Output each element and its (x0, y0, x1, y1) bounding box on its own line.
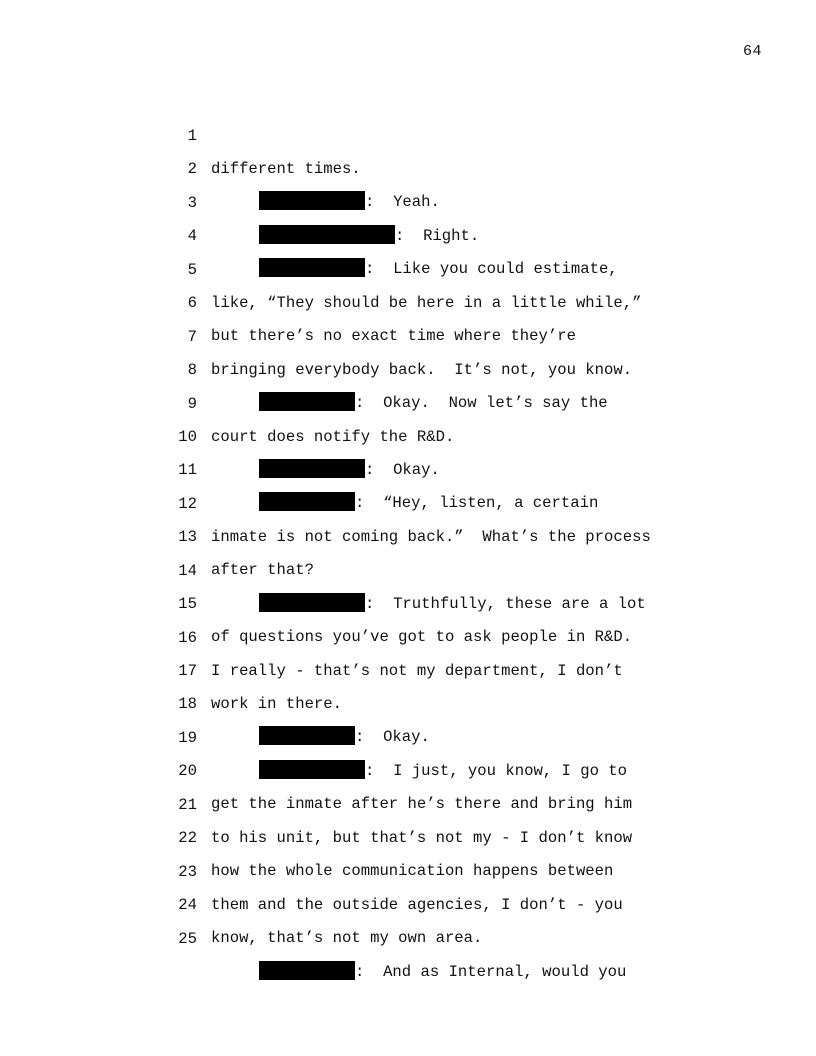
speech-text: : Like you could estimate, (365, 260, 618, 279)
line-number: 8 (187, 361, 197, 380)
line-number: 7 (187, 327, 197, 346)
speech-text: : Okay. Now let’s say the (355, 394, 608, 413)
line-number: 2 (187, 160, 197, 179)
redaction-bar (259, 961, 355, 980)
line-number: 24 (178, 896, 197, 915)
line-text: like, “They should be here in a little while,” (211, 293, 642, 312)
line-text: them and the outside agencies, I don’t - you (211, 895, 623, 914)
line-number: 22 (178, 829, 197, 848)
speech-text: : “Hey, listen, a certain (355, 494, 599, 513)
line-number: 19 (178, 728, 197, 747)
line-number: 13 (178, 528, 197, 547)
transcript-body (0, 87, 816, 981)
speech-text: : Okay. (355, 728, 430, 747)
line-text: different times. (211, 160, 361, 178)
speech-text: : Truthfully, these are a lot (365, 594, 646, 613)
line-number: 17 (178, 662, 197, 680)
line-number: 11 (178, 461, 197, 480)
line-text: of questions you’ve got to ask people in R&D. (211, 628, 633, 647)
line-number: 3 (187, 193, 197, 212)
line-text: court does notify the R&D. (211, 427, 455, 446)
speech-text: : I just, you know, I go to (365, 761, 628, 780)
line-number: 14 (178, 561, 197, 580)
line-number: 16 (178, 628, 197, 647)
line-number: 10 (178, 427, 197, 446)
transcript-line (0, 87, 816, 178)
page-number: 64 (742, 43, 762, 60)
line-text: to his unit, but that’s not my - I don’t know (211, 828, 633, 847)
line-text: work in there. (211, 695, 343, 713)
speech-text: : Okay. (365, 460, 440, 479)
line-number: 21 (178, 795, 197, 814)
line-number: 4 (187, 227, 197, 246)
line-number: 1 (187, 127, 197, 145)
line-content (259, 956, 626, 989)
line-number: 9 (187, 394, 197, 413)
line-number: 6 (187, 294, 197, 313)
line-number: 5 (187, 260, 197, 279)
speech-text: : And as Internal, would you (355, 962, 627, 981)
line-text: get the inmate after he’s there and bring him (211, 795, 633, 814)
line-text: I really - that’s not my department, I don’t (211, 661, 623, 680)
line-text: inmate is not coming back.” What’s the process (211, 527, 651, 546)
line-text: know, that’s not my own area. (211, 929, 483, 948)
line-number: 25 (178, 929, 197, 948)
line-text: after that? (211, 561, 314, 580)
line-number: 15 (178, 595, 197, 614)
line-text: but there’s no exact time where they’re (211, 327, 576, 346)
line-number: 12 (178, 494, 197, 513)
line-text: bringing everybody back. It’s not, you know. (211, 360, 633, 379)
speech-text: : Yeah. (365, 193, 440, 212)
line-text: how the whole communication happens between (211, 862, 614, 881)
line-number: 20 (178, 762, 197, 781)
line-number: 18 (178, 695, 197, 714)
speech-text: : Right. (395, 226, 480, 245)
line-number: 23 (178, 862, 197, 881)
